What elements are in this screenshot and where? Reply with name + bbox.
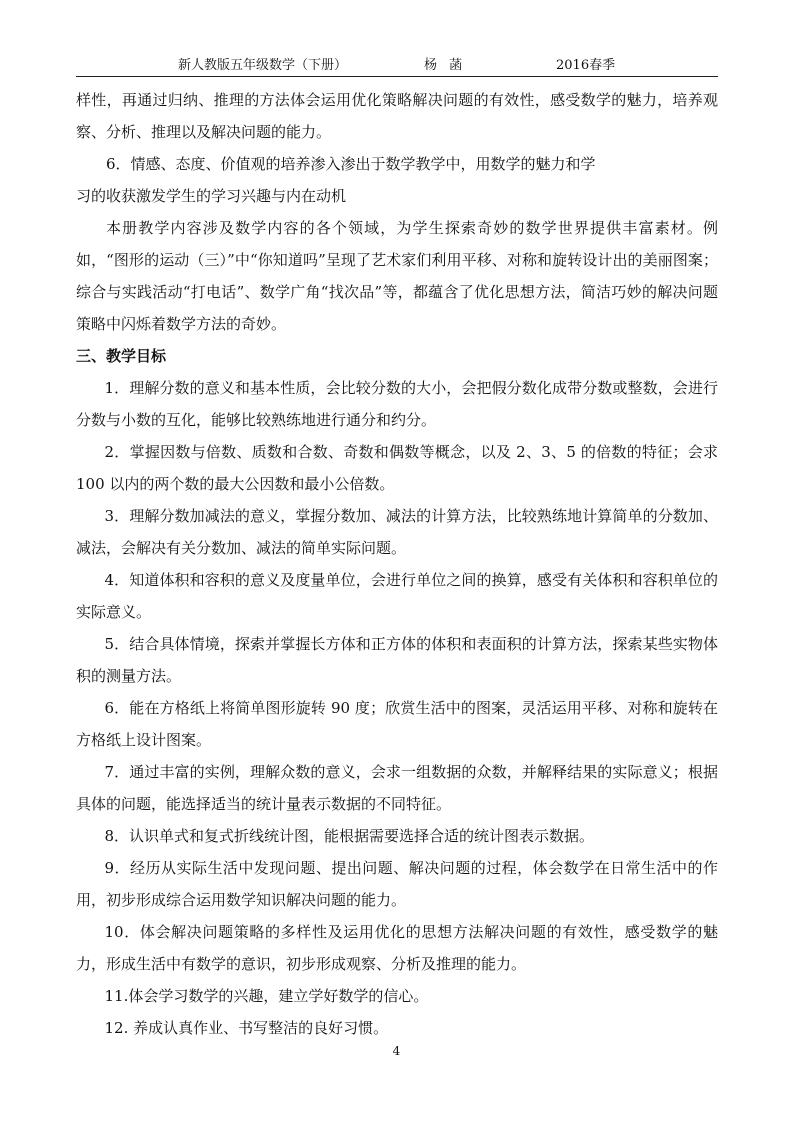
goal-item: 6．能在方格纸上将简单图形旋转 90 度；欣赏生活中的图案，灵活运用平移、对称和旋转在方格纸上设计图案。 xyxy=(76,699,718,749)
paragraph-item-6-continued: 习的收获激发学生的学习兴趣与内在动机 xyxy=(76,187,347,205)
header-course: 新人教版五年级数学（下册） xyxy=(178,58,348,73)
goal-item: 7．通过丰富的实例，理解众数的意义，会求一组数据的众数，并解释结果的实际意义；根据具体的问题，能选择适当的统计量表示数据的不同特征。 xyxy=(76,763,718,813)
document-body xyxy=(76,84,718,1044)
goal-item: 9．经历从实际生活中发现问题、提出问题、解决问题的过程，体会数学在日常生活中的作用，初步形成综合运用数学知识解决问题的能力。 xyxy=(76,859,718,909)
goal-item: 8．认识单式和复式折线统计图，能根据需要选择合适的统计图表示数据。 xyxy=(104,827,595,845)
section-heading: 三、教学目标 xyxy=(76,347,167,365)
goal-item: 2．掌握因数与倍数、质数和合数、奇数和偶数等概念，以及 2、3、5 的倍数的特征；会求 100 以内的两个数的最大公因数和最小公倍数。 xyxy=(76,443,718,493)
page-number: 4 xyxy=(392,1044,401,1058)
paragraph-intro: 本册教学内容涉及数学内容的各个领域，为学生探索奇妙的数学世界提供丰富素材。例如，“图形的运动（三）”中“你知道吗”呈现了艺术家们利用平移、对称和旋转设计出的美丽图案；综合与实践活动“打电话”、数学广角“找次品”等，都蕴含了优化思想方法，简洁巧妙的解决问题策略中闪烁着数学方法的奇妙。 xyxy=(76,219,718,333)
paragraph-continued: 样性，再通过归纳、推理的方法体会运用优化策略解决问题的有效性，感受数学的魅力，培养观察、分析、推理以及解决问题的能力。 xyxy=(76,91,718,141)
page-header xyxy=(0,54,793,76)
goal-item: 5．结合具体情境，探索并掌握长方体和正方体的体积和表面积的计算方法，探索某些实物体积的测量方法。 xyxy=(76,635,718,685)
header-term: 2016春季 xyxy=(556,58,616,73)
paragraph-item-6: 6．情感、态度、价值观的培养渗入渗出于数学教学中，用数学的魅力和学 xyxy=(106,155,596,173)
goal-item: 12. 养成认真作业、书写整洁的良好习惯。 xyxy=(104,1019,389,1037)
header-divider xyxy=(76,76,718,77)
goal-item: 1．理解分数的意义和基本性质，会比较分数的大小，会把假分数化成带分数或整数，会进行分数与小数的互化，能够比较熟练地进行通分和约分。 xyxy=(76,379,718,429)
goal-item: 10．体会解决问题策略的多样性及运用优化的思想方法解决问题的有效性，感受数学的魅力，形成生活中有数学的意识，初步形成观察、分析及推理的能力。 xyxy=(76,923,718,973)
header-author: 杨 菡 xyxy=(424,58,467,73)
goal-item: 11.体会学习数学的兴趣，建立学好数学的信心。 xyxy=(104,987,429,1005)
goal-item: 3．理解分数加减法的意义，掌握分数加、减法的计算方法，比较熟练地计算简单的分数加、减法，会解决有关分数加、减法的简单实际问题。 xyxy=(76,507,718,557)
goal-item: 4．知道体积和容积的意义及度量单位，会进行单位之间的换算，感受有关体积和容积单位的实际意义。 xyxy=(76,571,718,621)
